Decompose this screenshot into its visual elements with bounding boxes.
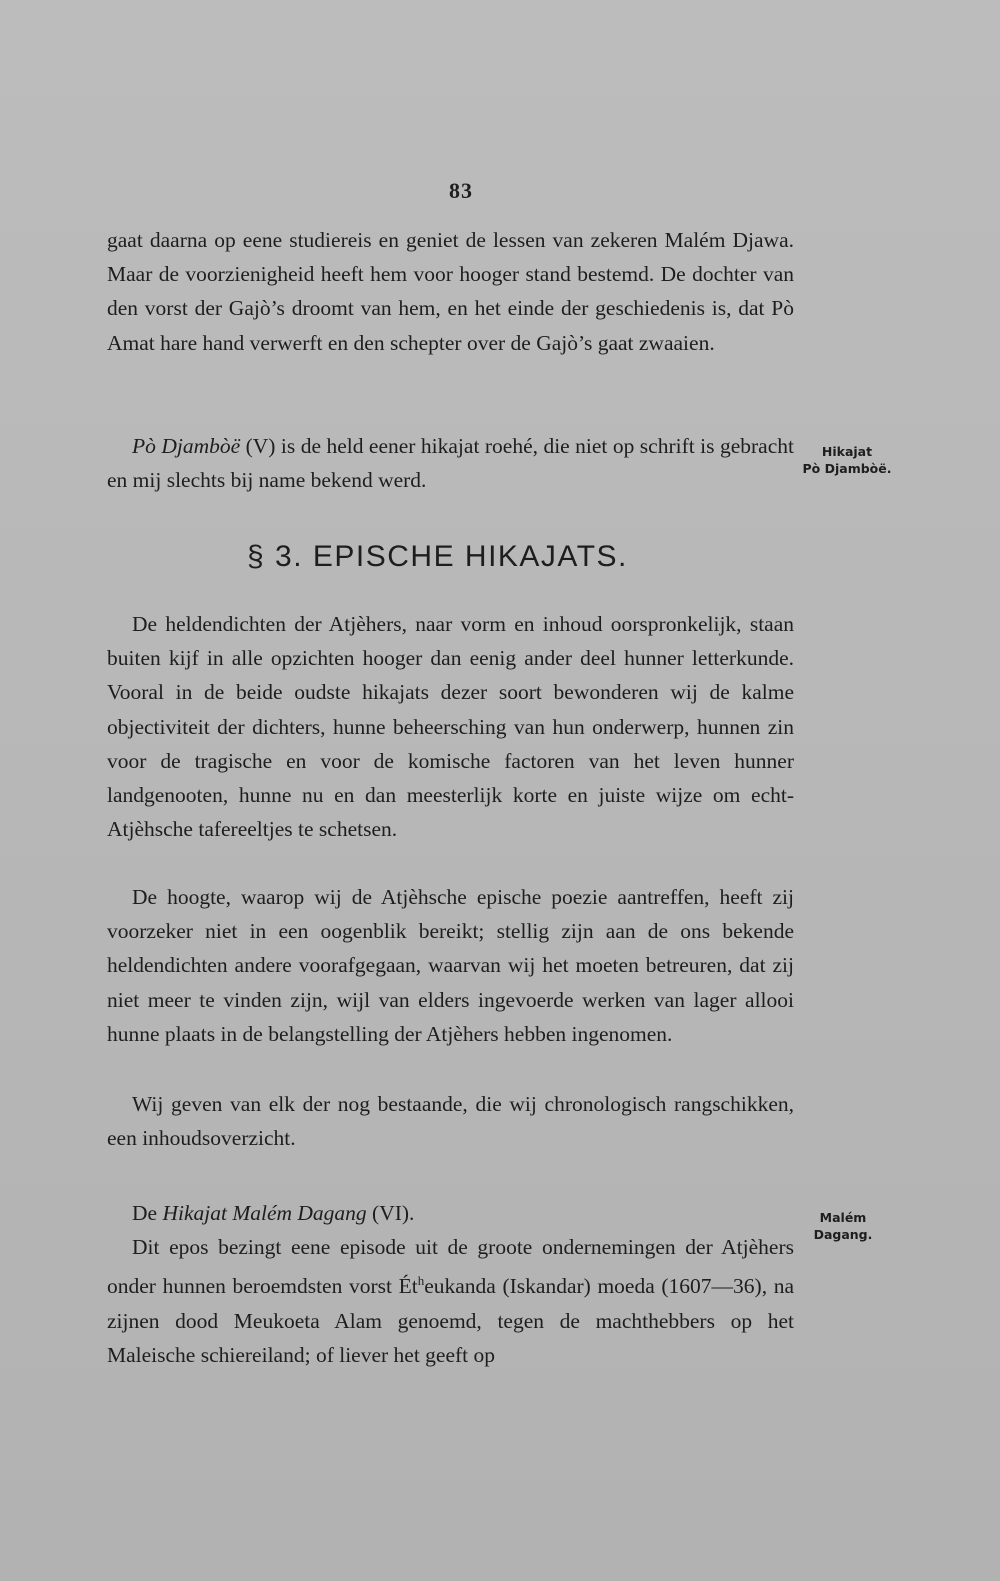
paragraph-heldendichten: De heldendichten der Atjèhers, naar vorm en inhoud oorspronkelijk, staan buiten kijf in alle opzichten hooger dan eenig ander deel hunner letterkunde. Vooral in de beide oudste hikajats dezer soort bewonderen wij de kalme objectiviteit der dichters, hunne beheersching van hun onderwerp, hunnen zin voor de tragische en voor de komische factoren van het leven hunner landgenooten, hunne nu en dan meesterlijk korte en juiste wijze om echt-Atjèhsche tafereeltjes te schetsen.: [107, 612, 794, 842]
paragraph-epos: [107, 1230, 794, 1372]
section-heading: § 3. EPISCHE HIKAJATS.: [247, 540, 628, 573]
paragraph-po-djamboe: [107, 429, 794, 497]
section-title-malem-dagang: [132, 1196, 414, 1230]
margin-note-malem-dagang: [788, 1209, 898, 1243]
paragraph-continuation: gaat daarna op eene studiereis en geniet de lessen van zekeren Malém Djawa. Maar de voorzienigheid heeft hem voor hooger stand bestemd. De dochter van den vorst der Gajò’s droomt van hem, en het einde der geschiedenis is, dat Pò Amat hare hand verwerft en den schepter over de Gajò’s gaat zwaaien.: [107, 228, 794, 355]
superscript-h: h: [417, 1273, 425, 1289]
margin-note-hikajat-po-djamboe: [792, 443, 902, 477]
section-title-italic: Hikajat Malém Dagang: [162, 1201, 367, 1225]
margin-note-line: Dagang.: [813, 1227, 873, 1242]
paragraph-po-djamboe-text: (V) is de held eener hikajat roehé, die niet op schrift is gebracht en mij slechts bij name bekend werd.: [107, 434, 794, 493]
margin-note-line: Malém: [819, 1210, 867, 1225]
paragraph-epos-text-b: eukanda (Iskandar) moeda (1607—36), na zijnen dood Meukoeta Alam genoemd, tegen de machthebbers op het Maleische schiereiland; of liever het geeft op: [107, 1274, 794, 1367]
paragraph-hoogte: De hoogte, waarop wij de Atjèhsche epische poezie aantreffen, heeft zij voorzeker niet in een oogenblik bereikt; stellig zijn aan de ons bekende heldendichten andere voorafgegaan, waarvan wij het moeten betreuren, dat zij niet meer te vinden zijn, wijl van elders ingevoerde werken van lager allooi hunne plaats in de belangstelling der Atjèhers hebben ingenomen.: [107, 885, 794, 1046]
page-number: 83: [449, 178, 473, 203]
margin-note-line: Hikajat: [821, 444, 873, 459]
section-title-prefix: De: [132, 1201, 158, 1225]
paragraph-epos-text-a: Dit epos bezingt eene episode uit de groote ondernemingen der Atjèhers onder hunnen beroemdsten vorst Ét: [107, 1235, 794, 1299]
margin-note-line: Pò Djambòë.: [802, 461, 892, 476]
section-title-suffix: (VI).: [372, 1201, 415, 1225]
paragraph-inhoudsoverzicht: Wij geven van elk der nog bestaande, die wij chronologisch rangschikken, een inhoudsoverzicht.: [107, 1092, 794, 1151]
po-djamboe-name: Pò Djambòë: [132, 434, 241, 458]
